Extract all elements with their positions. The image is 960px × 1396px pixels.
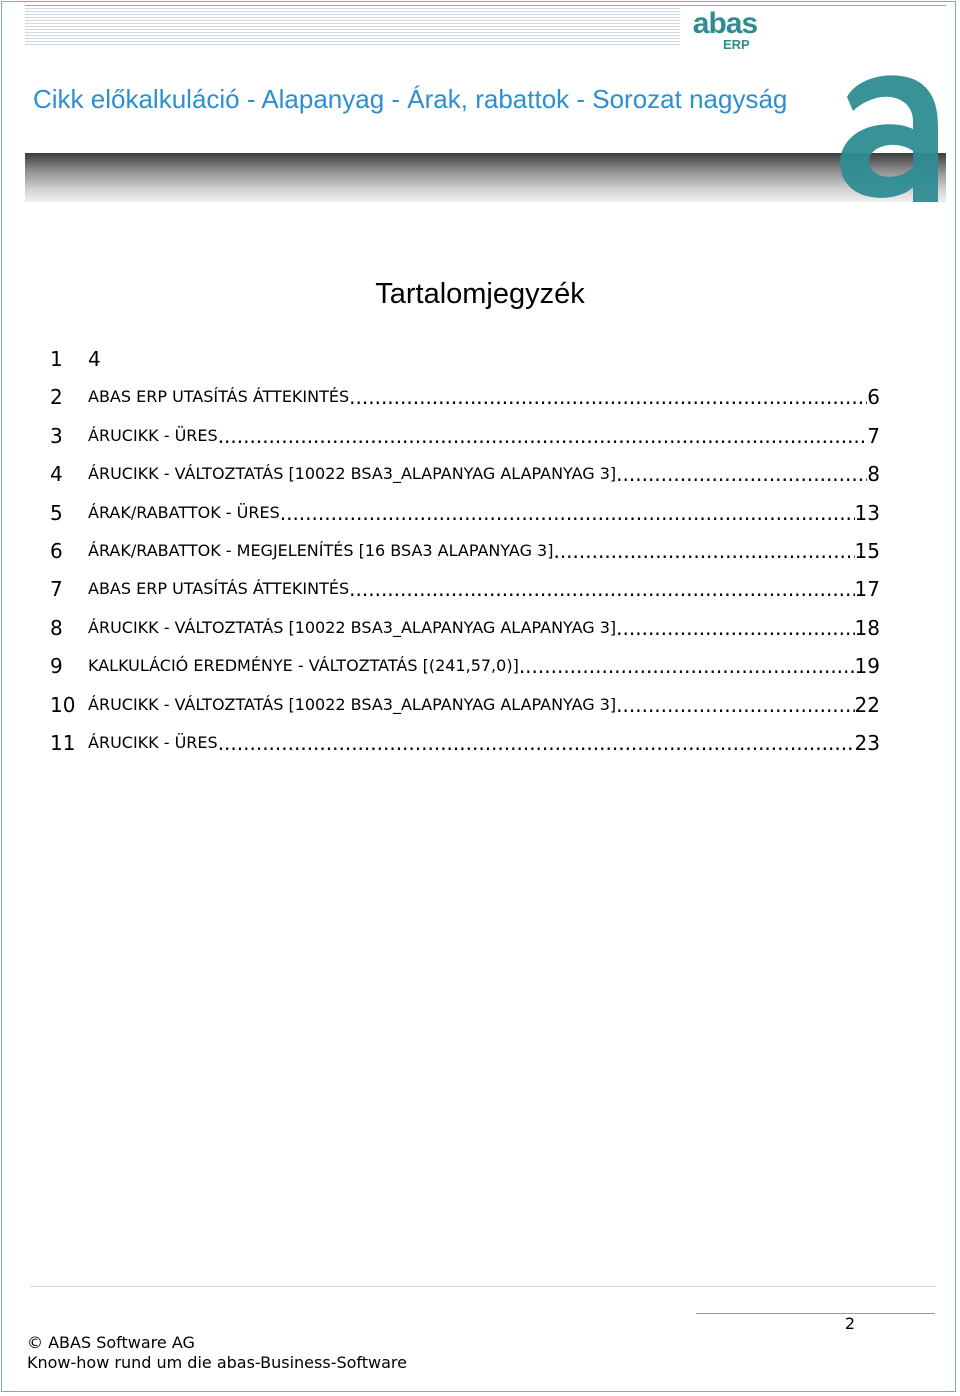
toc-entry-number: 6 (50, 538, 63, 563)
toc-dot-leader (218, 724, 855, 762)
toc-entry-title: ABAS ERP UTASÍTÁS ÁTTEKINTÉS (88, 579, 350, 599)
toc-entry-number: 11 (50, 730, 76, 755)
toc-entry-title: ÁRUCIKK - VÁLTOZTATÁS [10022 BSA3_ALAPANYAG ALAPANYAG 3] (88, 617, 617, 637)
toc-entry-title: ÁRAK/RABATTOK - MEGJELENÍTÉS [16 BSA3 ALAPANYAG 3] (88, 540, 554, 560)
toc-entry-title: ÁRUCIKK - VÁLTOZTATÁS [10022 BSA3_ALAPANYAG ALAPANYAG 3] (88, 694, 617, 714)
toc-entry-body (88, 609, 880, 647)
toc-entry-title: ÁRUCIKK - ÜRES (88, 732, 218, 752)
toc-entry-number: 4 (50, 462, 63, 487)
toc-entry-page: 19 (854, 654, 880, 679)
toc-dot-leader (349, 378, 867, 416)
banner-top-rule (25, 5, 946, 6)
toc-entry-body (88, 340, 880, 378)
toc-entry-1[interactable] (50, 340, 880, 378)
toc-entry-9[interactable] (50, 647, 880, 685)
toc-entry-page: 13 (854, 500, 880, 525)
toc-entry-body (88, 494, 880, 532)
toc-entry-body (88, 417, 880, 455)
toc-entry-page: 23 (854, 730, 880, 755)
footer-divider (30, 1286, 935, 1287)
toc-entry-title: ÁRUCIKK - VÁLTOZTATÁS [10022 BSA3_ALAPANYAG ALAPANYAG 3] (88, 464, 617, 484)
toc-dot-leader (616, 609, 854, 647)
toc-entry-number: 3 (50, 423, 63, 448)
toc-entry-number: 9 (50, 654, 63, 679)
header-banner (25, 5, 946, 202)
toc-entry-3[interactable] (50, 417, 880, 455)
toc-entry-body (88, 647, 880, 685)
abas-erp-logo (685, 9, 765, 51)
toc-entry-page: 17 (854, 577, 880, 602)
table-of-contents (50, 340, 880, 762)
toc-entry-6[interactable] (50, 532, 880, 570)
toc-entry-page: 7 (867, 423, 880, 448)
toc-entry-number: 5 (50, 500, 63, 525)
toc-dot-leader (280, 494, 855, 532)
toc-entry-number: 7 (50, 577, 63, 602)
banner-line-pattern (25, 5, 680, 47)
toc-entry-number: 10 (50, 692, 76, 717)
banner-gradient-bar (25, 153, 946, 202)
toc-entry-title: ÁRAK/RABATTOK - ÜRES (88, 502, 280, 522)
toc-entry-page: 18 (854, 615, 880, 640)
footer-copyright: © ABAS Software AG (27, 1333, 195, 1352)
toc-entry-title: ÁRUCIKK - ÜRES (88, 425, 218, 445)
toc-entry-body (88, 724, 880, 762)
toc-entry-number: 1 (50, 347, 63, 371)
toc-dot-leader (616, 455, 867, 493)
toc-entry-5[interactable] (50, 494, 880, 532)
toc-entry-body (88, 378, 880, 416)
toc-entry-title: ABAS ERP UTASÍTÁS ÁTTEKINTÉS (88, 387, 350, 407)
toc-entry-body (88, 455, 880, 493)
toc-entry-4[interactable] (50, 455, 880, 493)
toc-entry-page: 8 (867, 462, 880, 487)
toc-dot-leader (616, 686, 854, 724)
toc-entry-page: 4 (88, 347, 101, 371)
toc-entry-page: 6 (867, 385, 880, 410)
document-title: Cikk előkalkuláció - Alapanyag - Árak, rabattok - Sorozat nagyság (33, 84, 788, 114)
toc-entry-8[interactable] (50, 609, 880, 647)
toc-entry-body (88, 686, 880, 724)
toc-entry-page: 22 (854, 692, 880, 717)
toc-dot-leader (218, 417, 868, 455)
toc-heading: Tartalomjegyzék (375, 278, 585, 310)
toc-dot-leader (349, 570, 854, 608)
toc-entry-body (88, 532, 880, 570)
page-number: 2 (844, 1314, 855, 1333)
toc-entry-2[interactable] (50, 378, 880, 416)
toc-entry-10[interactable] (50, 686, 880, 724)
logo-sub: ERP (723, 37, 750, 52)
toc-dot-leader (553, 532, 854, 570)
logo-word: abas (692, 7, 758, 40)
toc-entry-body (88, 570, 880, 608)
toc-entry-number: 8 (50, 615, 63, 640)
toc-entry-7[interactable] (50, 570, 880, 608)
toc-entry-number: 2 (50, 385, 63, 410)
abas-a-logo-icon (835, 67, 946, 202)
toc-entry-11[interactable] (50, 724, 880, 762)
toc-entry-page: 15 (854, 538, 880, 563)
toc-dot-leader (519, 647, 855, 685)
footer-tagline: Know-how rund um die abas-Business-Software (27, 1353, 407, 1372)
toc-entry-title: KALKULÁCIÓ EREDMÉNYE - VÁLTOZTATÁS [(241,57,0)] (88, 656, 519, 676)
